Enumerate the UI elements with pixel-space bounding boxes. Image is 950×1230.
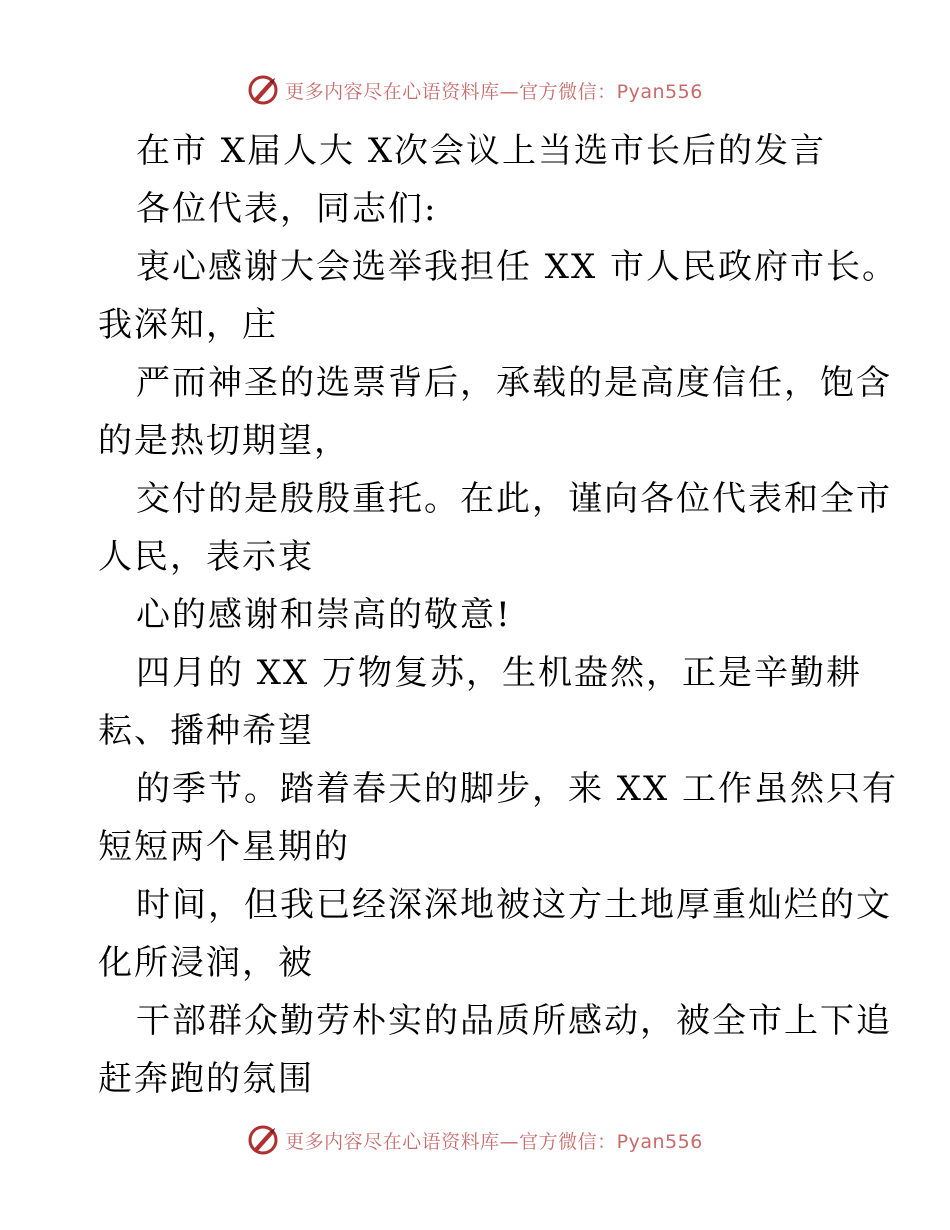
text-line: 人民，表示衷 xyxy=(98,537,314,577)
text-line: 衷心感谢大会选举我担任 XX 市人民政府市长。 xyxy=(136,247,899,287)
text-line: 化所浸润，被 xyxy=(98,943,314,983)
header-banner-text: 更多内容尽在心语资料库—官方微信：Pyan556 xyxy=(285,80,703,103)
text-line: 交付的是殷殷重托。在此，谨向各位代表和全市 xyxy=(136,479,892,519)
quill-pen-logo-icon xyxy=(247,74,279,106)
text-line: 赶奔跑的氛围 xyxy=(98,1059,314,1099)
salutation: 各位代表，同志们: xyxy=(136,189,438,229)
document-body xyxy=(98,122,899,1108)
text-line: 我深知，庄 xyxy=(98,305,278,345)
text-line: 时间，但我已经深深地被这方土地厚重灿烂的文 xyxy=(136,885,892,925)
text-line: 短短两个星期的 xyxy=(98,827,350,867)
text-line: 的季节。踏着春天的脚步，来 XX 工作虽然只有 xyxy=(136,769,899,809)
text-line: 四月的 XX 万物复苏，生机盎然，正是辛勤耕 xyxy=(136,653,863,693)
text-line: 耘、播种希望 xyxy=(98,711,314,751)
text-line: 的是热切期望， xyxy=(98,421,350,461)
footer-banner-text: 更多内容尽在心语资料库—官方微信：Pyan556 xyxy=(285,1130,703,1153)
text-line: 严而神圣的选票背后，承载的是高度信任，饱含 xyxy=(136,363,892,403)
document-title: 在市 X届人大 X次会议上当选市长后的发言 xyxy=(136,131,827,171)
footer-banner xyxy=(0,1120,950,1160)
text-line: 干部群众勤劳朴实的品质所感动，被全市上下追 xyxy=(136,1001,892,1041)
text-line: 心的感谢和崇高的敬意! xyxy=(136,595,512,635)
header-banner xyxy=(0,70,950,110)
quill-pen-logo-icon xyxy=(247,1124,279,1156)
